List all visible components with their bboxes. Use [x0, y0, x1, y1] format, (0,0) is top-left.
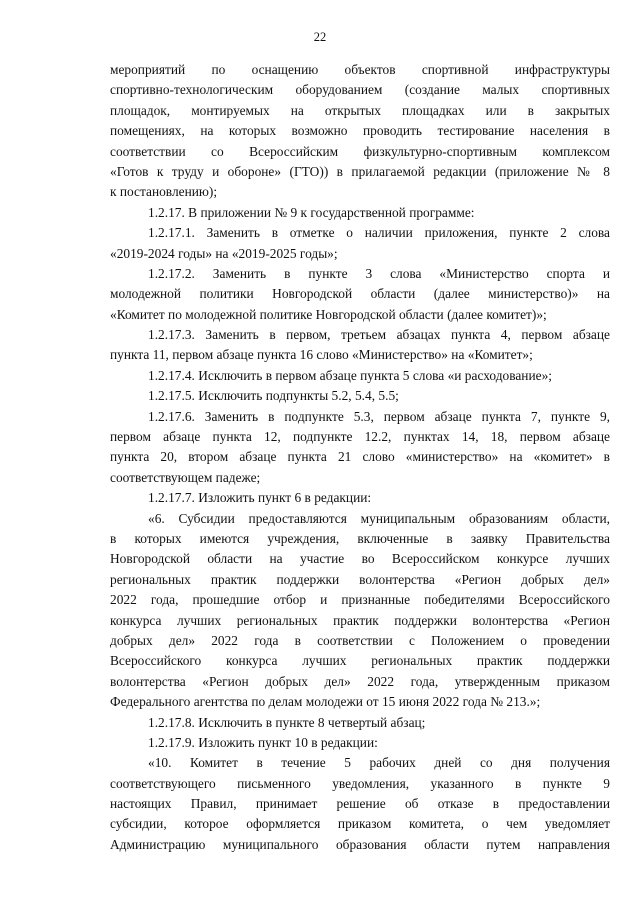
text-line: Новгородской области на участие во Всероссийском конкурсе лучших — [110, 551, 610, 567]
text-line: 1.2.17. В приложении № 9 к государственной программе: — [148, 204, 475, 220]
text-line: «Комитет по молодежной политике Новгородской области (далее комитет)»; — [110, 306, 547, 322]
text-line: 1.2.17.5. Исключить подпункты 5.2, 5.4, 5.5; — [148, 388, 399, 404]
text-line: конкурса лучших региональных практик поддержки волонтерства «Регион — [110, 612, 610, 628]
text-line: «10. Комитет в течение 5 рабочих дней со дня получения — [148, 755, 610, 771]
text-line: Федерального агентства по делам молодежи от 15 июня 2022 года № 213.»; — [110, 694, 541, 710]
text-line: 1.2.17.7. Изложить пункт 6 в редакции: — [148, 490, 372, 506]
text-line: соответствии со Всероссийским физкультурно-спортивным комплексом — [110, 143, 610, 159]
text-line: региональных практик поддержки волонтерства «Регион добрых дел» — [110, 571, 610, 587]
text-line: мероприятий по оснащению объектов спортивной инфраструктуры — [110, 62, 610, 77]
text-line: спортивно-технологическим оборудованием (создание малых спортивных — [110, 82, 610, 98]
text-line: «2019-2024 годы» на «2019-2025 годы»; — [110, 245, 338, 261]
text-line: волонтерства «Регион добрых дел» 2022 года, утвержденным приказом — [110, 673, 610, 689]
text-line: «6. Субсидии предоставляются муниципальным образованиям области, — [148, 510, 610, 526]
text-line: пункта 11, первом абзаце пункта 16 слово «Министерство» на «Комитет»; — [110, 347, 533, 363]
text-line: «Готов к труду и обороне» (ГТО)) в прилагаемой редакции (приложение № 8 — [110, 163, 610, 179]
text-line: молодежной политики Новгородской области (далее министерство)» на — [110, 286, 610, 302]
text-line: Всероссийского конкурса лучших региональных практик поддержки — [110, 653, 610, 669]
text-line: настоящих Правил, принимает решение об отказе в предоставлении — [110, 796, 610, 812]
text-line: площадок, монтируемых на открытых площадках или в закрытых — [110, 102, 610, 118]
text-line: помещениях, на которых возможно проводить тестирование населения в — [110, 123, 610, 139]
text-line: в которых имеются учреждения, включенные в заявку Правительства — [110, 530, 610, 546]
text-line: первом абзаце пункта 12, подпункте 12.2, пунктах 14, 18, первом абзаце — [110, 429, 610, 445]
text-line: 1.2.17.9. Изложить пункт 10 в редакции: — [148, 734, 378, 750]
body-text — [110, 60, 610, 855]
text-line: 1.2.17.3. Заменить в первом, третьем абзацах пункта 4, первом абзаце — [148, 327, 610, 343]
text-line: субсидии, которое оформляется приказом комитета, о чем уведомляет — [110, 816, 610, 832]
text-line: 1.2.17.2. Заменить в пункте 3 слова «Министерство спорта и — [148, 265, 610, 281]
text-line: соответствующего письменного уведомления, указанного в пункте 9 — [110, 775, 610, 791]
text-line: 1.2.17.8. Исключить в пункте 8 четвертый абзац; — [148, 714, 426, 730]
text-line: 2022 года, прошедшие отбор и признанные победителями Всероссийского — [110, 592, 610, 608]
page-number: 22 — [313, 30, 327, 44]
text-line: 1.2.17.4. Исключить в первом абзаце пункта 5 слова «и расходование»; — [148, 367, 552, 383]
text-line: к постановлению); — [110, 184, 218, 200]
text-line: добрых дел» 2022 года в соответствии с Положением о проведении — [110, 632, 610, 648]
text-line: 1.2.17.1. Заменить в отметке о наличии приложения, пункте 2 слова — [148, 225, 610, 241]
text-line: соответствующем падеже; — [110, 469, 261, 485]
text-line: 1.2.17.6. Заменить в подпункте 5.3, первом абзаце пункта 7, пункте 9, — [148, 408, 610, 424]
text-line: пункта 20, втором абзаце пункта 21 слово «министерство» на «комитет» в — [110, 449, 610, 465]
text-line: Администрацию муниципального образования области путем направления — [110, 836, 610, 852]
